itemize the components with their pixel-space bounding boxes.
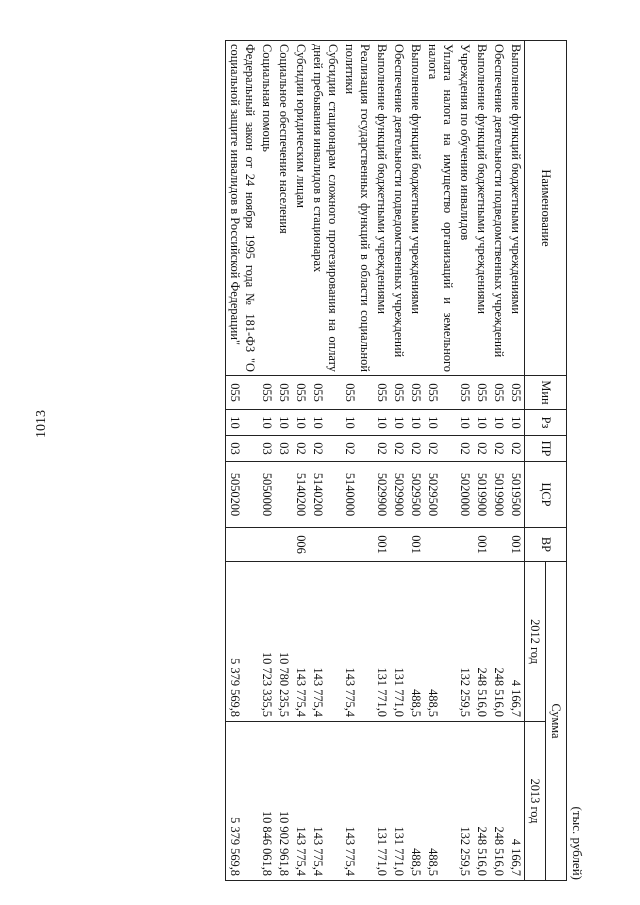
table-row [275,41,292,881]
row-2012: 131 771,0 [373,562,390,722]
row-pr: 02 [473,436,490,462]
row-rz: 10 [258,410,275,436]
row-min: 055 [407,376,424,410]
table-row [473,41,490,881]
budget-table [225,40,567,881]
row-name: Обеспечение деятельности подведомственных учреждений [490,41,507,376]
row-rz: 10 [226,410,259,436]
table-row [258,41,275,881]
table-row [309,41,341,881]
row-2013: 10 846 061,8 [258,722,275,881]
row-pr: 02 [390,436,407,462]
table-row [456,41,473,881]
row-min: 055 [507,376,525,410]
row-name: Федеральный закон от 24 ноября 1995 года № 181-ФЗ "О социальной защите инвалидов в Российской Федерации" [226,41,259,376]
header-min: Мин [525,376,567,410]
row-min: 055 [473,376,490,410]
row-2013: 248 516,0 [473,722,490,881]
row-vr [341,528,373,562]
row-vr: 001 [473,528,490,562]
header-2012: 2012 год [525,562,546,722]
row-2012: 4 166,7 [507,562,525,722]
row-2013: 248 516,0 [490,722,507,881]
row-vr [309,528,341,562]
row-csr: 5019900 [473,462,490,528]
row-min: 055 [292,376,309,410]
row-name: Выполнение функций бюджетными учреждениями [373,41,390,376]
row-csr: 5019500 [507,462,525,528]
row-csr: 5029900 [373,462,390,528]
table-row [424,41,456,881]
row-2012: 143 775,4 [292,562,309,722]
row-vr: 001 [407,528,424,562]
row-2013: 10 902 961,8 [275,722,292,881]
table-row [507,41,525,881]
row-min: 055 [490,376,507,410]
row-2012: 248 516,0 [490,562,507,722]
row-vr [226,528,259,562]
table-row [390,41,407,881]
row-csr: 5050000 [258,462,275,528]
table-row [490,41,507,881]
row-pr: 02 [456,436,473,462]
row-vr [456,528,473,562]
row-pr: 02 [424,436,456,462]
row-rz: 10 [292,410,309,436]
row-2013: 143 775,4 [292,722,309,881]
row-2013: 132 259,5 [456,722,473,881]
row-pr: 03 [275,436,292,462]
header-pr: ПР [525,436,567,462]
row-name: Социальное обеспечение населения [275,41,292,376]
row-csr: 5029500 [407,462,424,528]
row-pr: 02 [507,436,525,462]
row-2012: 488,5 [424,562,456,722]
row-2013: 488,5 [407,722,424,881]
header-row [546,41,567,881]
row-min: 055 [390,376,407,410]
row-name: Учреждения по обучению инвалидов [456,41,473,376]
row-rz: 10 [507,410,525,436]
row-name: Выполнение функций бюджетными учреждениями [473,41,490,376]
row-vr: 001 [507,528,525,562]
row-2012: 143 775,4 [309,562,341,722]
header-csr: ЦСР [525,462,567,528]
row-name: Обеспечение деятельности подведомственных учреждений [390,41,407,376]
row-2012: 248 516,0 [473,562,490,722]
row-2013: 143 775,4 [309,722,341,881]
row-pr: 02 [309,436,341,462]
row-2012: 488,5 [407,562,424,722]
row-rz: 10 [341,410,373,436]
row-rz: 10 [407,410,424,436]
row-vr [424,528,456,562]
row-csr: 5019900 [490,462,507,528]
header-name: Наименование [525,41,567,376]
row-pr: 02 [341,436,373,462]
row-csr: 5140200 [309,462,341,528]
row-2013: 131 771,0 [373,722,390,881]
row-min: 055 [456,376,473,410]
row-2012: 5 379 569,8 [226,562,259,722]
row-pr: 02 [490,436,507,462]
units-label: (тыс. рублей) [570,806,585,880]
row-2013: 131 771,0 [390,722,407,881]
row-pr: 03 [258,436,275,462]
row-2012: 10 723 335,5 [258,562,275,722]
row-rz: 10 [473,410,490,436]
row-vr [275,528,292,562]
header-rz: Рз [525,410,567,436]
row-name: Социальная помощь [258,41,275,376]
row-2012: 143 775,4 [341,562,373,722]
row-name: Субсидии стационарам сложного протезирования на оплату дней пребывания инвалидов в стационарах [309,41,341,376]
row-vr [258,528,275,562]
row-2013: 143 775,4 [341,722,373,881]
row-vr: 001 [373,528,390,562]
row-rz: 10 [373,410,390,436]
header-sum: Сумма [546,562,567,881]
row-rz: 10 [309,410,341,436]
row-csr: 5029500 [424,462,456,528]
rotated-page-content [115,40,585,880]
row-pr: 02 [292,436,309,462]
table-row [373,41,390,881]
page-number: 1013 [34,410,49,438]
row-name: Субсидии юридическим лицам [292,41,309,376]
row-rz: 10 [390,410,407,436]
header-2013: 2013 год [525,722,546,881]
header-vr: ВР [525,528,567,562]
table-row [341,41,373,881]
table-row [226,41,259,881]
row-name: Уплата налога на имущество организаций и земельного налога [424,41,456,376]
row-vr [490,528,507,562]
row-csr: 5140000 [341,462,373,528]
row-csr: 5140200 [292,462,309,528]
row-min: 055 [373,376,390,410]
row-name: Выполнение функций бюджетными учреждениями [507,41,525,376]
row-csr: 5020000 [456,462,473,528]
row-2013: 488,5 [424,722,456,881]
row-csr [275,462,292,528]
row-csr: 5050200 [226,462,259,528]
row-2012: 10 780 235,5 [275,562,292,722]
row-vr: 006 [292,528,309,562]
row-rz: 10 [490,410,507,436]
row-min: 055 [341,376,373,410]
row-2013: 4 166,7 [507,722,525,881]
row-min: 055 [226,376,259,410]
row-pr: 02 [373,436,390,462]
row-min: 055 [309,376,341,410]
row-min: 055 [258,376,275,410]
row-vr [390,528,407,562]
row-2013: 5 379 569,8 [226,722,259,881]
row-2012: 131 771,0 [390,562,407,722]
row-min: 055 [275,376,292,410]
table-body [226,41,525,881]
row-name: Выполнение функций бюджетными учреждениями [407,41,424,376]
table-row [407,41,424,881]
row-min: 055 [424,376,456,410]
row-rz: 10 [275,410,292,436]
row-name: Реализация государственных функций в области социальной политики [341,41,373,376]
table-row [292,41,309,881]
row-rz: 10 [424,410,456,436]
row-pr: 02 [407,436,424,462]
row-pr: 03 [226,436,259,462]
row-csr: 5029900 [390,462,407,528]
row-rz: 10 [456,410,473,436]
row-2012: 132 259,5 [456,562,473,722]
